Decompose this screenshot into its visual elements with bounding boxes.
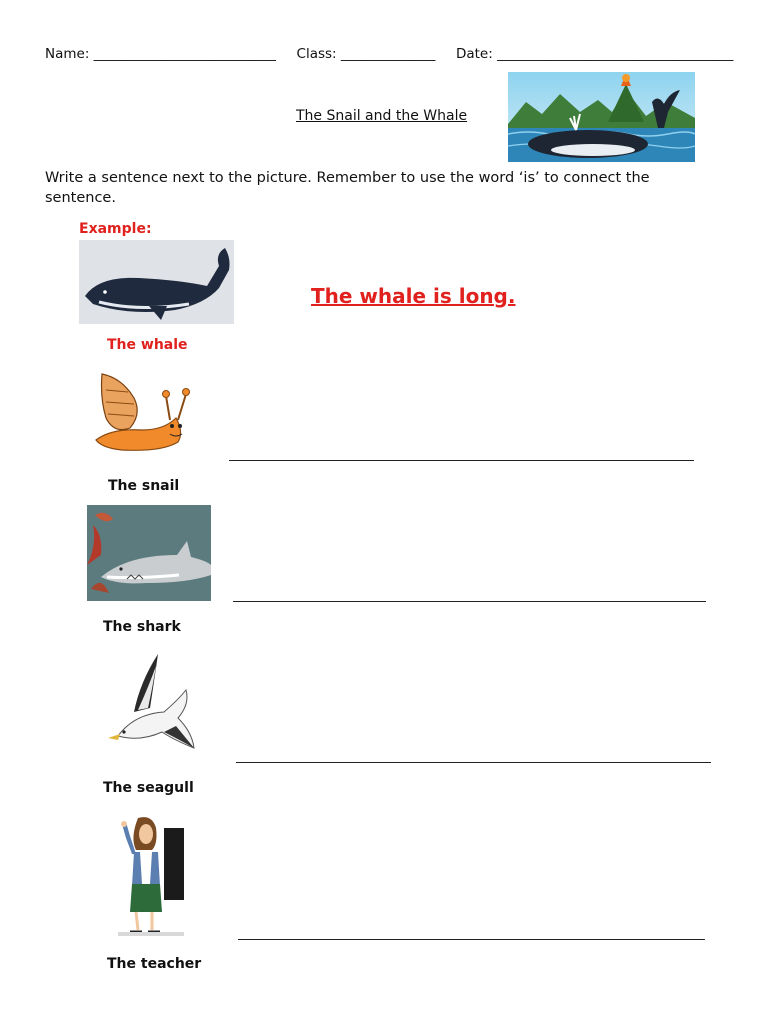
answer-line-seagull[interactable] [236, 762, 711, 763]
item-caption: The shark [103, 619, 181, 635]
answer-line-snail[interactable] [229, 460, 694, 461]
instructions-text: Write a sentence next to the picture. Remember to use the word ‘is’ to connect the sentence. [45, 170, 650, 206]
name-field[interactable]: Name: ___________________________ [45, 46, 276, 62]
worksheet-title: The Snail and the Whale [296, 108, 468, 124]
answer-line-teacher[interactable] [238, 939, 705, 940]
item-caption: The teacher [107, 956, 202, 972]
example-caption: The whale [107, 337, 188, 353]
whale-image [79, 240, 234, 324]
example-label: Example: [79, 221, 152, 237]
header-fields [45, 46, 733, 62]
class-field[interactable]: Class: ______________ [296, 46, 436, 62]
item-caption: The snail [108, 478, 180, 494]
snail-image [92, 368, 192, 454]
answer-line-shark[interactable] [233, 601, 706, 602]
date-field[interactable]: Date: ___________________________________ [455, 46, 734, 62]
teacher-image [116, 814, 186, 936]
item-caption: The seagull [103, 780, 194, 796]
example-sentence: The whale is long. [311, 284, 516, 308]
shark-image [87, 505, 211, 601]
whale-scene-image [508, 72, 695, 162]
seagull-image [104, 652, 196, 752]
